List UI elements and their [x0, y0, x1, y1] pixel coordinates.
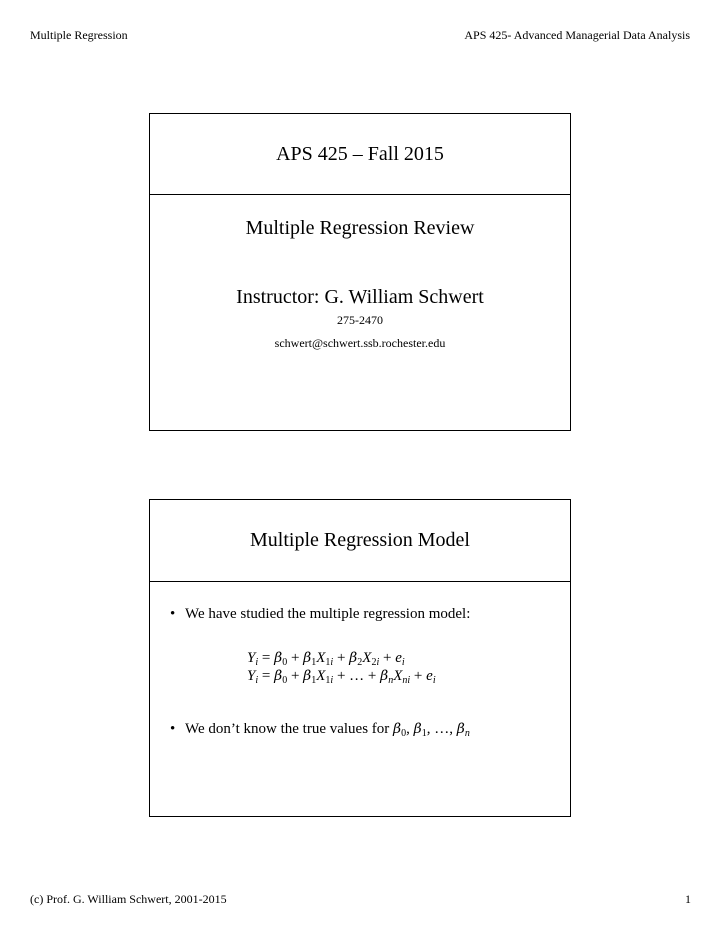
instructor-phone: 275-2470 — [337, 313, 383, 327]
header-left: Multiple Regression — [30, 28, 128, 42]
bullet-item — [170, 606, 470, 623]
instructor-name: Instructor: G. William Schwert — [236, 286, 484, 308]
bullet-1-text: We have studied the multiple regression model: — [185, 606, 471, 622]
bullet-2-text: We don’t know the true values for — [185, 721, 390, 737]
slide-1 — [149, 113, 571, 431]
bullet-dot: • — [170, 721, 176, 737]
instructor-email: schwert@schwert.ssb.rochester.edu — [274, 336, 446, 350]
slide-1-subtitle: Multiple Regression Review — [245, 217, 475, 239]
bullet-2-params: $\beta_0$, $\beta_1$, …, $\beta_n$ — [393, 721, 470, 739]
slide-1-title: APS 425 – Fall 2015 — [150, 114, 570, 195]
slide-2 — [149, 499, 571, 817]
header-right: APS 425- Advanced Managerial Data Analysis — [464, 28, 690, 42]
bullet-item — [170, 721, 470, 738]
equation-2: $Y_i = \beta_0 + \beta_1X_{1i}$ + … + $\beta_nX_{ni} + e_i$ — [247, 668, 436, 686]
bullet-dot: • — [170, 606, 176, 622]
page-number: 1 — [685, 892, 691, 906]
footer-copyright: (c) Prof. G. William Schwert, 2001-2015 — [30, 892, 227, 906]
slide-2-title: Multiple Regression Model — [150, 500, 570, 582]
equation-1: $Y_i = \beta_0 + \beta_1X_{1i} + \beta_2X_{2i} + e_i$ — [247, 650, 405, 668]
